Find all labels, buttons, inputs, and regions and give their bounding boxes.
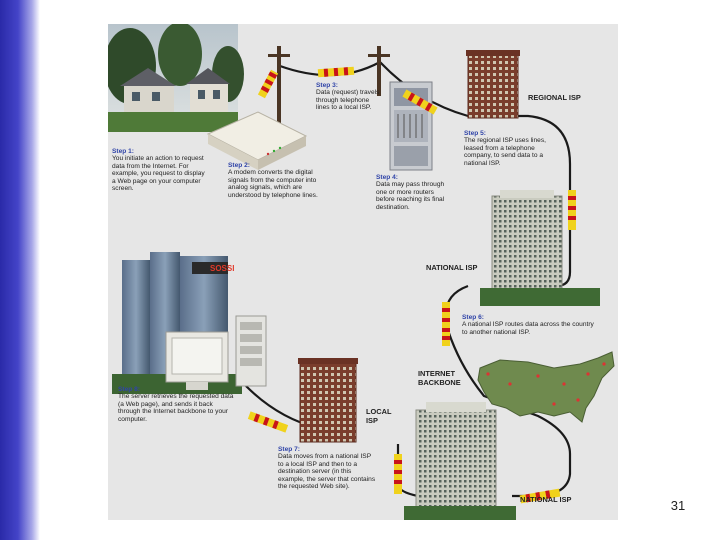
step-3-title: Step 3: xyxy=(316,82,338,89)
step-4-text xyxy=(376,174,450,211)
usa-map xyxy=(478,352,614,422)
step-7-body: Data moves from a national ISP to a local ISP and then to a destination server (in this example, the server that contains the requested Web site). xyxy=(278,453,376,491)
step-2-text xyxy=(228,162,318,199)
slide-sidebar-gradient xyxy=(0,0,40,540)
step-3-body: Data (request) travels through telephone lines to a local ISP. xyxy=(316,89,380,112)
step-5-title: Step 5: xyxy=(464,130,486,137)
step-5-text xyxy=(464,130,554,167)
server-sign-label: SOSSI xyxy=(210,264,235,273)
step-8-body: The server retrieves the requested data (a Web page), and sends it back through the Internet backbone to your computer. xyxy=(118,393,234,423)
step-6-text xyxy=(462,314,596,336)
step-8-text xyxy=(118,386,234,423)
national-isp-label-bottom: NATIONAL ISP xyxy=(520,495,572,504)
step-4-body: Data may pass through one or more routers before reaching its final destination. xyxy=(376,181,445,211)
local-isp-building xyxy=(298,358,358,442)
national-isp-label-top: NATIONAL ISP xyxy=(426,263,478,272)
step-2-body: A modem converts the digital signals from the computer into analog signals, which are understood by telephone lines. xyxy=(228,169,318,199)
local-isp-label: LOCAL ISP xyxy=(366,407,392,425)
step-5-body: The regional ISP uses lines, leased from a telephone company, to send data to a national ISP. xyxy=(464,137,546,167)
national-isp-tower-bottom xyxy=(404,402,516,520)
step-1-body: You initiate an action to request data from the Internet. For example, you request to display a Web page on your computer screen. xyxy=(112,155,205,193)
regional-isp-building xyxy=(466,50,520,118)
step-8-title: Step 8: xyxy=(118,386,140,393)
step-7-text xyxy=(278,446,378,490)
step-2-title: Step 2: xyxy=(228,162,250,169)
slide-page-number: 31 xyxy=(670,498,686,513)
internet-data-flow-figure xyxy=(108,24,618,520)
step-3-text xyxy=(316,82,382,112)
step-1-text xyxy=(112,148,210,192)
internet-backbone-label: INTERNET BACKBONE xyxy=(418,369,461,387)
national-isp-tower-top xyxy=(480,190,600,306)
step-4-title: Step 4: xyxy=(376,174,398,181)
step-6-body: A national ISP routes data across the country to another national ISP. xyxy=(462,321,594,336)
regional-isp-label: REGIONAL ISP xyxy=(528,93,581,102)
step-7-title: Step 7: xyxy=(278,446,300,453)
step-6-title: Step 6: xyxy=(462,314,484,321)
house-photo xyxy=(108,24,244,132)
step-1-title: Step 1: xyxy=(112,148,134,155)
